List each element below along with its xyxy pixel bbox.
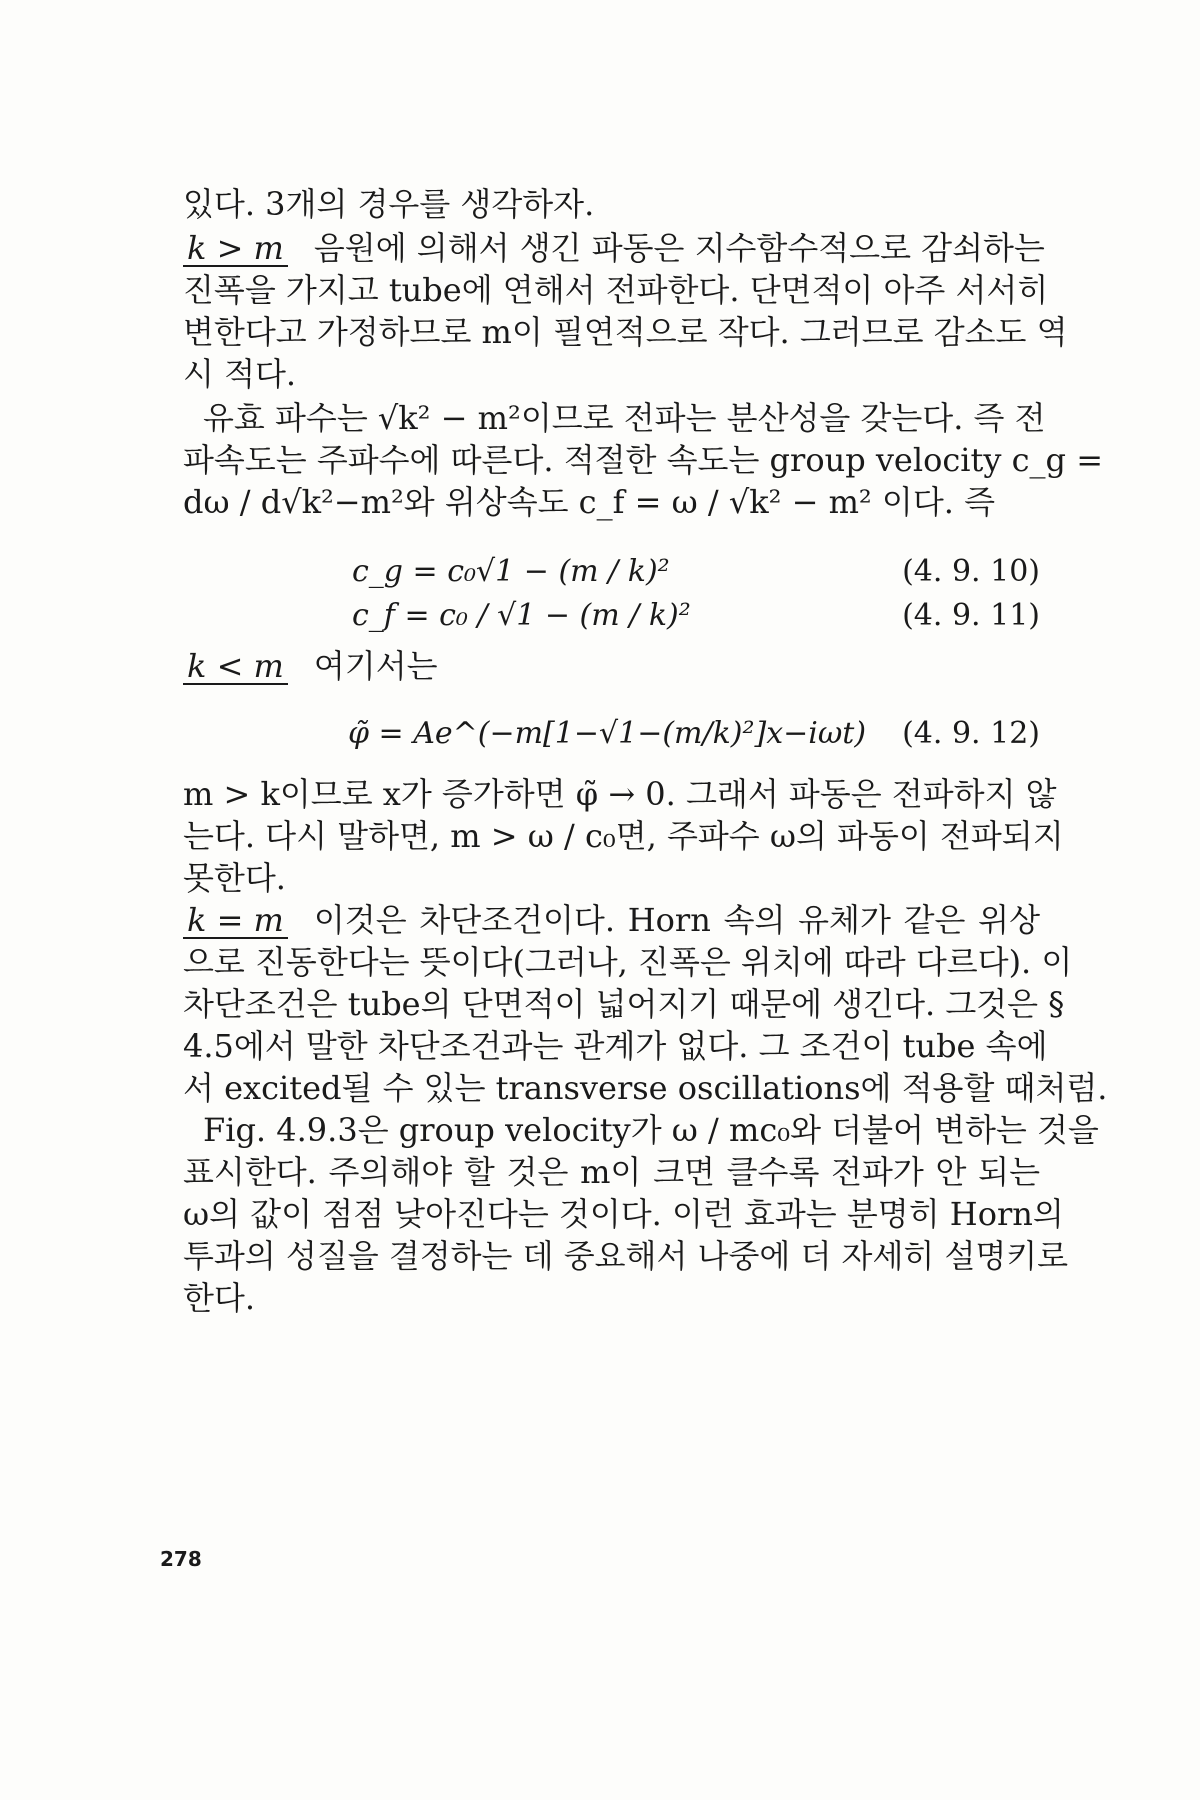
case-label-k-gt-m: k > m — [183, 231, 288, 267]
text-line: 변한다고 가정하므로 m이 필연적으로 작다. 그러므로 감소도 역 — [183, 313, 1068, 351]
text-line: 는다. 다시 말하면, m > ω / c₀면, 주파수 ω의 파동이 전파되지 — [183, 817, 1064, 855]
text-line-content: 여기서는 — [313, 647, 438, 685]
case-label-k-lt-m: k < m — [183, 649, 288, 685]
case-label-k-eq-m: k = m — [183, 903, 288, 939]
text-line — [183, 900, 1040, 940]
text-line: 파속도는 주파수에 따른다. 적절한 속도는 group velocity c_g = — [183, 441, 1104, 479]
equation-number: (4. 9. 12) — [902, 716, 1040, 751]
text-line: 있다. 3개의 경우를 생각하자. — [183, 185, 595, 223]
equation-number: (4. 9. 10) — [902, 554, 1040, 589]
text-line: 진폭을 가지고 tube에 연해서 전파한다. 단면적이 아주 서서히 — [183, 271, 1049, 309]
text-line: 차단조건은 tube의 단면적이 넓어지기 때문에 생긴다. 그것은 § — [183, 985, 1065, 1023]
text-line: 으로 진동한다는 뜻이다(그러나, 진폭은 위치에 따라 다르다). 이 — [183, 943, 1073, 981]
text-line: ω의 값이 점점 낮아진다는 것이다. 이런 효과는 분명히 Horn의 — [183, 1195, 1064, 1233]
text-line: 한다. — [183, 1279, 255, 1317]
text-line: Fig. 4.9.3은 group velocity가 ω / mc₀와 더불어 변하는 것을 — [203, 1111, 1099, 1149]
equation-4-9-11: c_f = c₀ / √1 − (m / k)² — [352, 598, 691, 633]
text-line: 투과의 성질을 결정하는 데 중요해서 나중에 더 자세히 설명키로 — [183, 1237, 1069, 1275]
equation-4-9-12: φ̃ = Ae^(−m[1−√1−(m/k)²]x−iωt) — [348, 716, 867, 751]
text-line: 못한다. — [183, 859, 286, 897]
text-line: m > k이므로 x가 증가하면 φ̃ → 0. 그래서 파동은 전파하지 않 — [183, 775, 1057, 813]
equation-number: (4. 9. 11) — [902, 598, 1040, 633]
text-line: 시 적다. — [183, 355, 297, 393]
text-line: dω / d√k²−m²와 위상속도 c_f = ω / √k² − m² 이다. 즉 — [183, 483, 996, 521]
text-line: 서 excited될 수 있는 transverse oscillations에 적용할 때처럼. — [183, 1069, 1108, 1107]
text-line — [183, 646, 1040, 686]
text-line: 표시한다. 주의해야 할 것은 m이 크면 클수록 전파가 안 되는 — [183, 1153, 1040, 1191]
text-line — [183, 228, 1045, 268]
equation-4-9-10: c_g = c₀√1 − (m / k)² — [352, 554, 670, 589]
page-number: 278 — [160, 1547, 202, 1571]
text-line-content: 음원에 의해서 생긴 파동은 지수함수적으로 감쇠하는 — [313, 229, 1045, 267]
text-line: 4.5에서 말한 차단조건과는 관계가 없다. 그 조건이 tube 속에 — [183, 1027, 1048, 1065]
text-line: 유효 파수는 √k² − m²이므로 전파는 분산성을 갖는다. 즉 전 — [203, 399, 1046, 437]
text-line-content: 이것은 차단조건이다. Horn 속의 유체가 같은 위상 — [313, 901, 1040, 939]
